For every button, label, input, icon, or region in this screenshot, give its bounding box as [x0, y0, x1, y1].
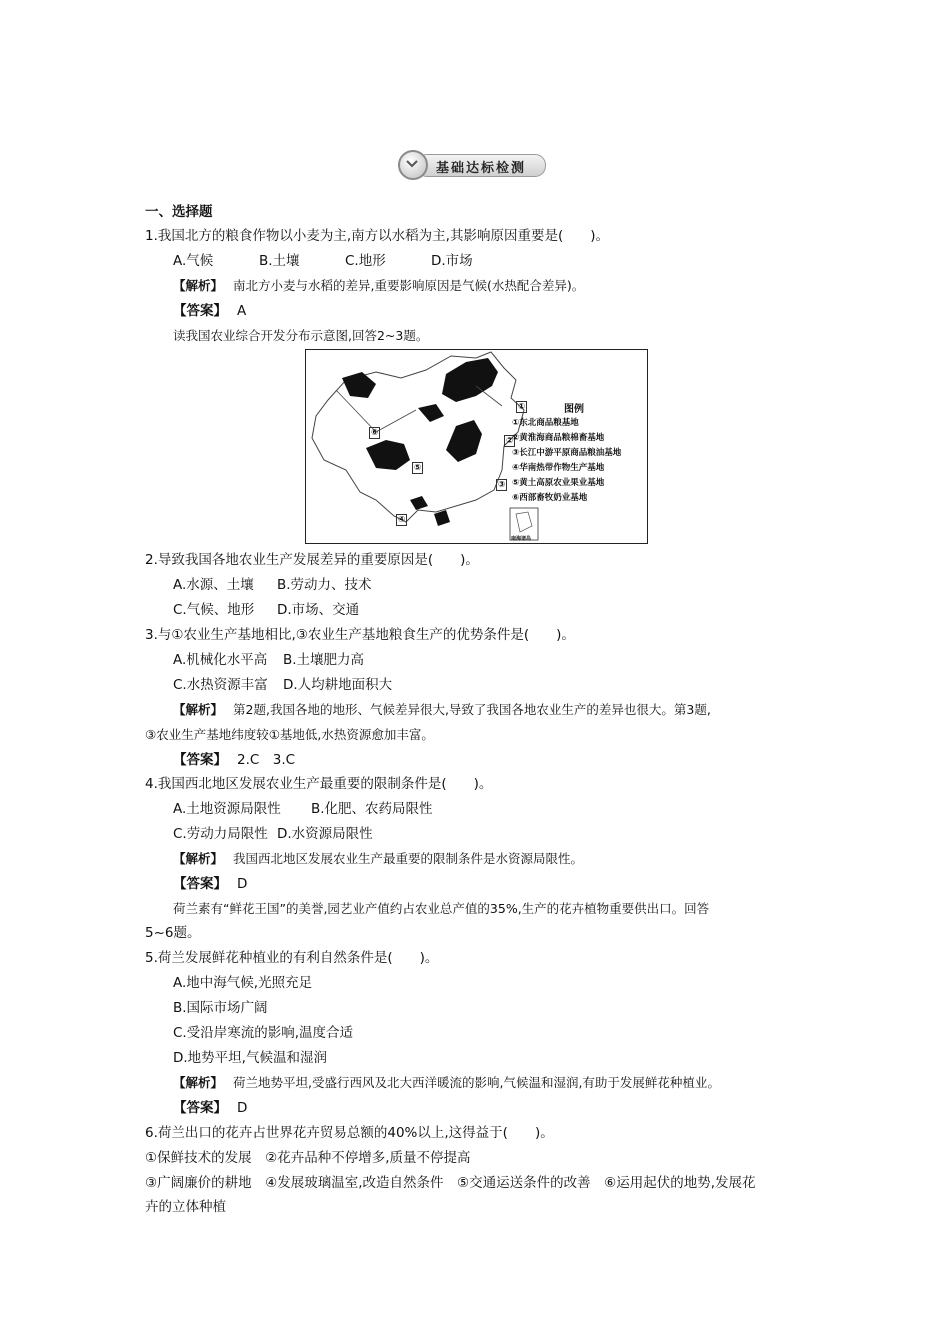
q3-analysis-cont: ③农业生产基地纬度较①基地低,水热资源愈加丰富。 [145, 727, 434, 742]
legend-item-1: ①东北商品粮基地 [512, 418, 579, 428]
q4-options-row1 [173, 800, 433, 818]
q2-options-row2 [173, 601, 359, 619]
q4-options-row2 [173, 825, 373, 843]
q1-option-c: C.地形 [345, 253, 386, 269]
answer-label: 【答案】 [173, 1100, 227, 1116]
legend-item-2: ②黄淮海商品粮棉畜基地 [512, 433, 605, 443]
legend-title: 图例 [564, 404, 584, 415]
q6-items-line1: ①保鲜技术的发展 ②花卉品种不停增多,质量不停提高 [145, 1150, 471, 1166]
q4-option-b: B.化肥、农药局限性 [311, 801, 433, 817]
q1-option-a: A.气候 [173, 253, 214, 269]
china-agriculture-map [305, 349, 648, 544]
q3-answer [173, 751, 295, 769]
q2-option-b: B.劳动力、技术 [277, 577, 372, 593]
q3-options-row2 [173, 676, 392, 694]
inset-label: 南海诸岛 [511, 536, 532, 542]
q6-items-line3: 卉的立体种植 [145, 1199, 226, 1215]
q1-option-d: D.市场 [431, 253, 473, 269]
q2-option-c: C.气候、地形 [173, 602, 255, 618]
analysis-text: 第2题,我国各地的地形、气候差异很大,导致了我国各地农业生产的差异也很大。第3题, [233, 702, 711, 717]
q4-analysis [173, 850, 583, 868]
q1-option-b: B.土壤 [259, 253, 300, 269]
legend-item-6: ⑥西部畜牧奶业基地 [512, 493, 588, 503]
analysis-label: 【解析】 [173, 278, 224, 293]
q1-analysis [173, 277, 584, 295]
q4-stem: 4.我国西北地区发展农业生产最重要的限制条件是( )。 [145, 776, 493, 792]
chevron-down-icon [398, 150, 428, 180]
answer-text: A [237, 303, 247, 319]
q3-option-a: A.机械化水平高 [173, 652, 268, 668]
q5-analysis [173, 1074, 720, 1092]
intro-2-3: 读我国农业综合开发分布示意图,回答2~3题。 [173, 328, 429, 343]
q3-option-d: D.人均耕地面积大 [283, 677, 393, 693]
q1-answer [173, 302, 246, 320]
intro-5-6-cont: 5~6题。 [145, 925, 201, 941]
q1-stem: 1.我国北方的粮食作物以小麦为主,南方以水稻为主,其影响原因重要是( )。 [145, 228, 609, 244]
q3-option-c: C.水热资源丰富 [173, 677, 268, 693]
answer-label: 【答案】 [173, 752, 227, 768]
analysis-text: 南北方小麦与水稻的差异,重要影响原因是气候(水热配合差异)。 [233, 278, 585, 293]
section-heading: 一、选择题 [145, 204, 213, 220]
q4-option-c: C.劳动力局限性 [173, 826, 268, 842]
answer-label: 【答案】 [173, 303, 227, 319]
q5-stem: 5.荷兰发展鲜花种植业的有利自然条件是( )。 [145, 950, 439, 966]
analysis-text: 荷兰地势平坦,受盛行西风及北大西洋暖流的影响,气候温和湿润,有助于发展鲜花种植业。 [233, 1075, 720, 1090]
q2-option-d: D.市场、交通 [277, 602, 360, 618]
analysis-text: 我国西北地区发展农业生产最重要的限制条件是水资源局限性。 [233, 851, 584, 866]
map-marker-3: ③ [498, 480, 506, 490]
map-marker-5: ⑤ [414, 463, 422, 473]
q2-options-row1 [173, 576, 372, 594]
answer-text: 2.C 3.C [237, 752, 296, 768]
q3-options-row1 [173, 651, 364, 669]
answer-text: D [237, 876, 248, 892]
banner-title: 基础达标检测 [436, 161, 527, 176]
q3-analysis [173, 701, 711, 719]
map-marker-1: ① [518, 402, 526, 412]
q3-stem: 3.与①农业生产基地相比,③农业生产基地粮食生产的优势条件是( )。 [145, 627, 575, 643]
q4-answer [173, 875, 247, 893]
legend-item-4: ④华南热带作物生产基地 [512, 463, 605, 473]
q5-option-c: C.受沿岸寒流的影响,温度合适 [173, 1025, 354, 1041]
legend-item-3: ③长江中游平原商品粮油基地 [512, 448, 622, 458]
q4-option-a: A.土地资源局限性 [173, 801, 281, 817]
analysis-label: 【解析】 [173, 702, 224, 717]
q5-option-a: A.地中海气候,光照充足 [173, 975, 313, 991]
q1-options [173, 252, 473, 270]
map-marker-2: ② [506, 436, 514, 446]
section-banner [396, 148, 548, 180]
q2-stem: 2.导致我国各地农业生产发展差异的重要原因是( )。 [145, 552, 479, 568]
answer-text: D [237, 1100, 248, 1116]
analysis-label: 【解析】 [173, 1075, 224, 1090]
q3-option-b: B.土壤肥力高 [283, 652, 365, 668]
analysis-label: 【解析】 [173, 851, 224, 866]
q2-option-a: A.水源、土壤 [173, 577, 254, 593]
q6-stem: 6.荷兰出口的花卉占世界花卉贸易总额的40%以上,这得益于( )。 [145, 1125, 554, 1141]
legend-item-5: ⑤黄土高原农业果业基地 [512, 478, 605, 488]
answer-label: 【答案】 [173, 876, 227, 892]
intro-5-6: 荷兰素有“鲜花王国”的美誉,园艺业产值约占农业总产值的35%,生产的花卉植物重要供出口。回答 [173, 901, 710, 916]
q6-items-line2: ③广阔廉价的耕地 ④发展玻璃温室,改造自然条件 ⑤交通运送条件的改善 ⑥运用起伏的地势,发展花 [145, 1175, 756, 1191]
map-marker-4: ④ [398, 515, 406, 525]
map-marker-6: ⑥ [371, 428, 379, 438]
q4-option-d: D.水资源局限性 [277, 826, 373, 842]
q5-answer [173, 1099, 247, 1117]
q5-option-b: B.国际市场广阔 [173, 1000, 268, 1016]
q5-option-d: D.地势平坦,气候温和湿润 [173, 1050, 327, 1066]
